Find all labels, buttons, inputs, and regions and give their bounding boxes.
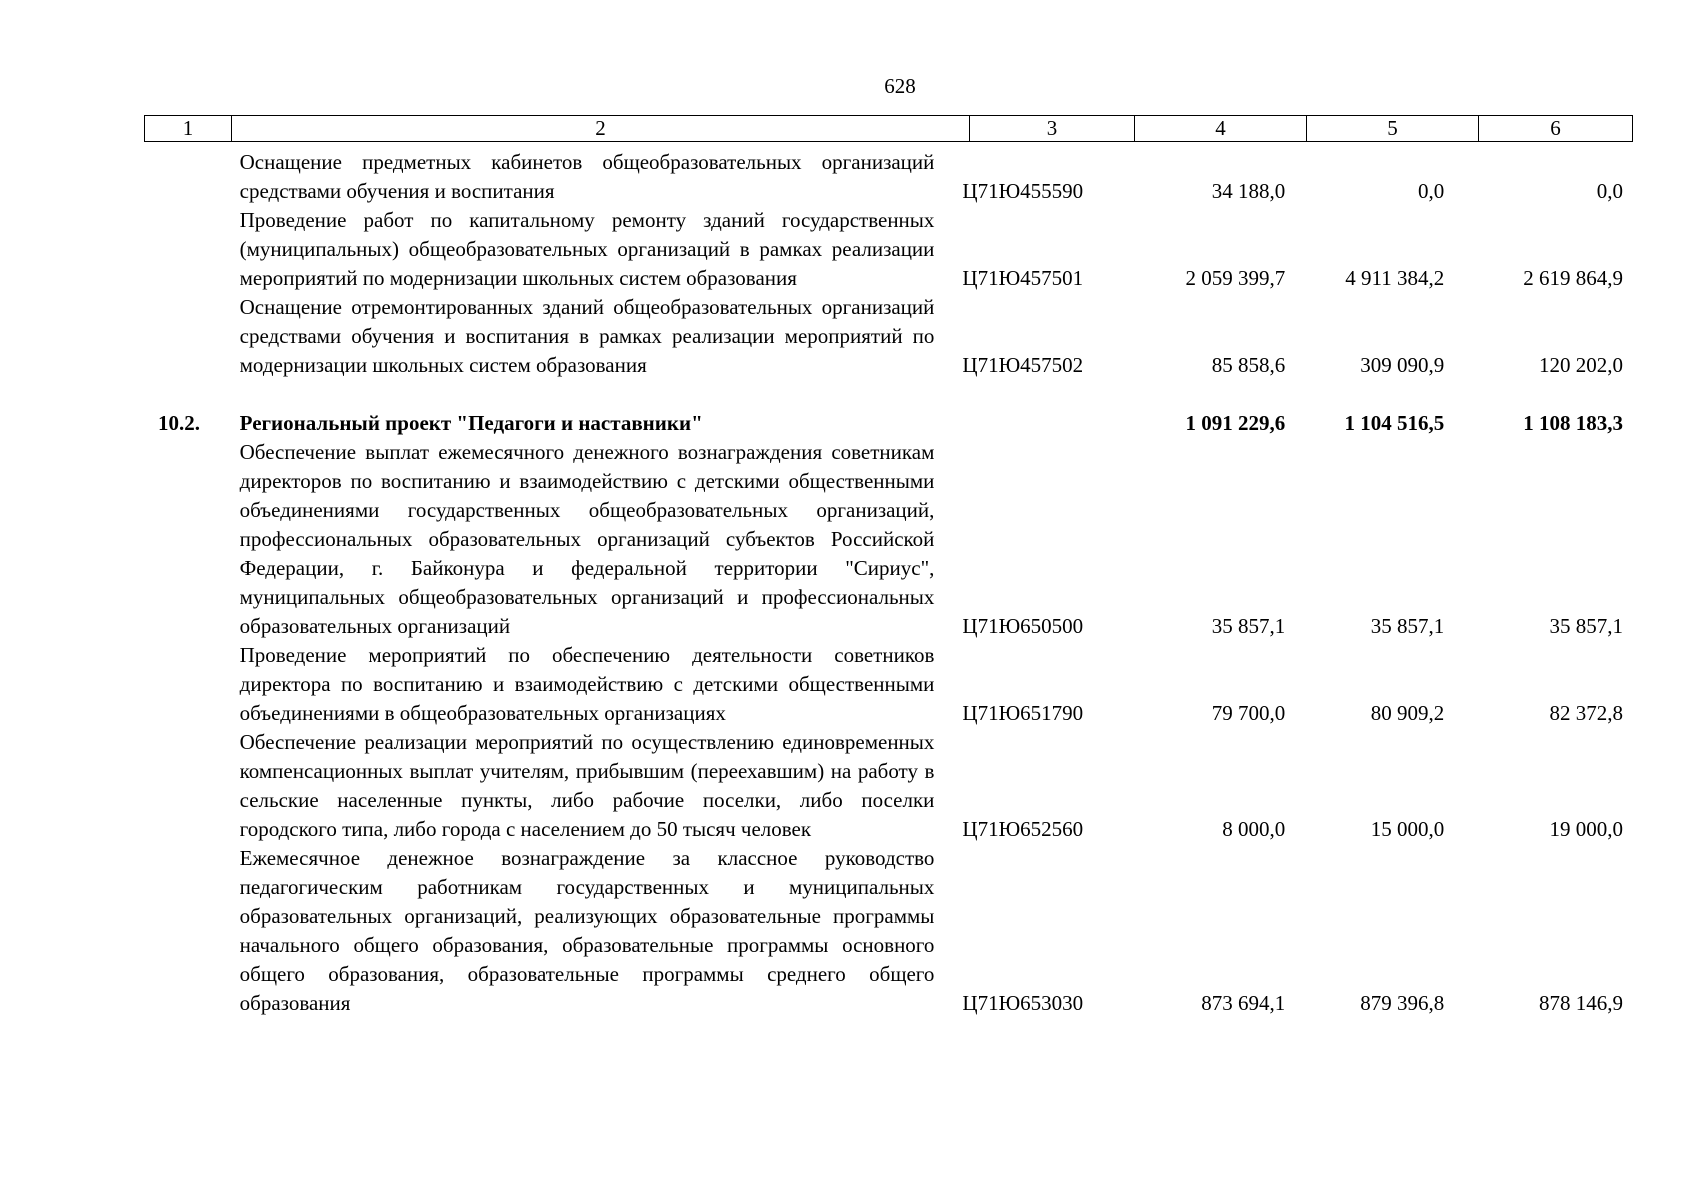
section-number: 10.2. (158, 411, 200, 435)
column-header-3: 3 (970, 116, 1135, 141)
row-code: Ц71Ю650500 (962, 614, 1084, 638)
row-code: Ц71Ю653030 (962, 991, 1084, 1015)
row-value-col4: 79 700,0 (1211, 701, 1286, 725)
section-title: Региональный проект "Педагоги и наставники" (239, 411, 703, 435)
table-row (144, 844, 1633, 1018)
table-row (144, 148, 1633, 206)
row-value-col5: 0,0 (1417, 179, 1445, 203)
row-value-col6: 35 857,1 (1549, 614, 1623, 638)
table-row (144, 206, 1633, 293)
row-code: Ц71Ю457502 (962, 353, 1084, 377)
row-description: Проведение работ по капитальному ремонту зданий государственных (муниципальных) общеобразовательных организаций в рамках реализации мероприятий по модернизации школьных систем образования (239, 208, 935, 290)
row-value-col6: 19 000,0 (1549, 817, 1623, 841)
row-code: Ц71Ю652560 (962, 817, 1084, 841)
row-value-col5: 309 090,9 (1360, 353, 1445, 377)
section-total-col6: 1 108 183,3 (1523, 411, 1623, 435)
row-value-col6: 120 202,0 (1539, 353, 1623, 377)
budget-table-body (144, 148, 1633, 1018)
row-value-col6: 82 372,8 (1549, 701, 1623, 725)
table-row (144, 438, 1633, 641)
row-description: Ежемесячное денежное вознаграждение за классное руководство педагогическим работникам государственных и муниципальных образовательных организаций, реализующих образовательные программы начального общего образования, образовательные программы основного общего образования, образовательные программы среднего общего образования (239, 846, 935, 1015)
section-total-col4: 1 091 229,6 (1185, 411, 1286, 435)
table-row (144, 728, 1633, 844)
row-value-col4: 34 188,0 (1211, 179, 1286, 203)
row-value-col5: 4 911 384,2 (1345, 266, 1445, 290)
row-value-col4: 8 000,0 (1222, 817, 1286, 841)
row-value-col5: 80 909,2 (1370, 701, 1445, 725)
row-value-col5: 879 396,8 (1360, 991, 1445, 1015)
row-value-col6: 0,0 (1596, 179, 1623, 203)
row-value-col5: 15 000,0 (1370, 817, 1445, 841)
row-value-col5: 35 857,1 (1370, 614, 1445, 638)
row-code: Ц71Ю651790 (962, 701, 1084, 725)
column-header-1: 1 (145, 116, 232, 141)
section-row (144, 409, 1633, 438)
row-value-col6: 878 146,9 (1539, 991, 1623, 1015)
column-header-2: 2 (232, 116, 970, 141)
row-value-col4: 873 694,1 (1201, 991, 1286, 1015)
page-number: 628 (884, 74, 916, 98)
row-spacer (144, 380, 1633, 409)
row-value-col4: 85 858,6 (1211, 353, 1286, 377)
row-value-col4: 35 857,1 (1211, 614, 1286, 638)
row-description: Оснащение отремонтированных зданий общеобразовательных организаций средствами обучения и воспитания в рамках реализации мероприятий по модернизации школьных систем образования (239, 295, 935, 377)
table-row (144, 641, 1633, 728)
row-description: Проведение мероприятий по обеспечению деятельности советников директора по воспитанию и взаимодействию с детскими общественными объединениями в общеобразовательных организациях (239, 643, 935, 725)
column-header-5: 5 (1307, 116, 1479, 141)
row-code: Ц71Ю455590 (962, 179, 1084, 203)
column-header-row (144, 115, 1633, 142)
row-value-col6: 2 619 864,9 (1523, 266, 1623, 290)
column-header-4: 4 (1135, 116, 1307, 141)
row-code: Ц71Ю457501 (962, 266, 1084, 290)
row-description: Обеспечение реализации мероприятий по осуществлению единовременных компенсационных выплат учителям, прибывшим (переехавшим) на работу в сельские населенные пункты, либо рабочие поселки, либо поселки городского типа, либо города с населением до 50 тысяч человек (239, 730, 935, 841)
row-description: Оснащение предметных кабинетов общеобразовательных организаций средствами обучения и воспитания (239, 150, 935, 203)
row-value-col4: 2 059 399,7 (1185, 266, 1286, 290)
row-description: Обеспечение выплат ежемесячного денежного вознаграждения советникам директоров по воспитанию и взаимодействию с детскими общественными объединениями государственных общеобразовательных организаций, профессиональных образовательных организаций субъектов Российской Федерации, г. Байконура и федеральной территории "Сириус", муниципальных общеобразовательных организаций и профессиональных образовательных организаций (239, 440, 935, 638)
column-header-6: 6 (1550, 116, 1561, 140)
table-row (144, 293, 1633, 380)
section-total-col5: 1 104 516,5 (1344, 411, 1445, 435)
